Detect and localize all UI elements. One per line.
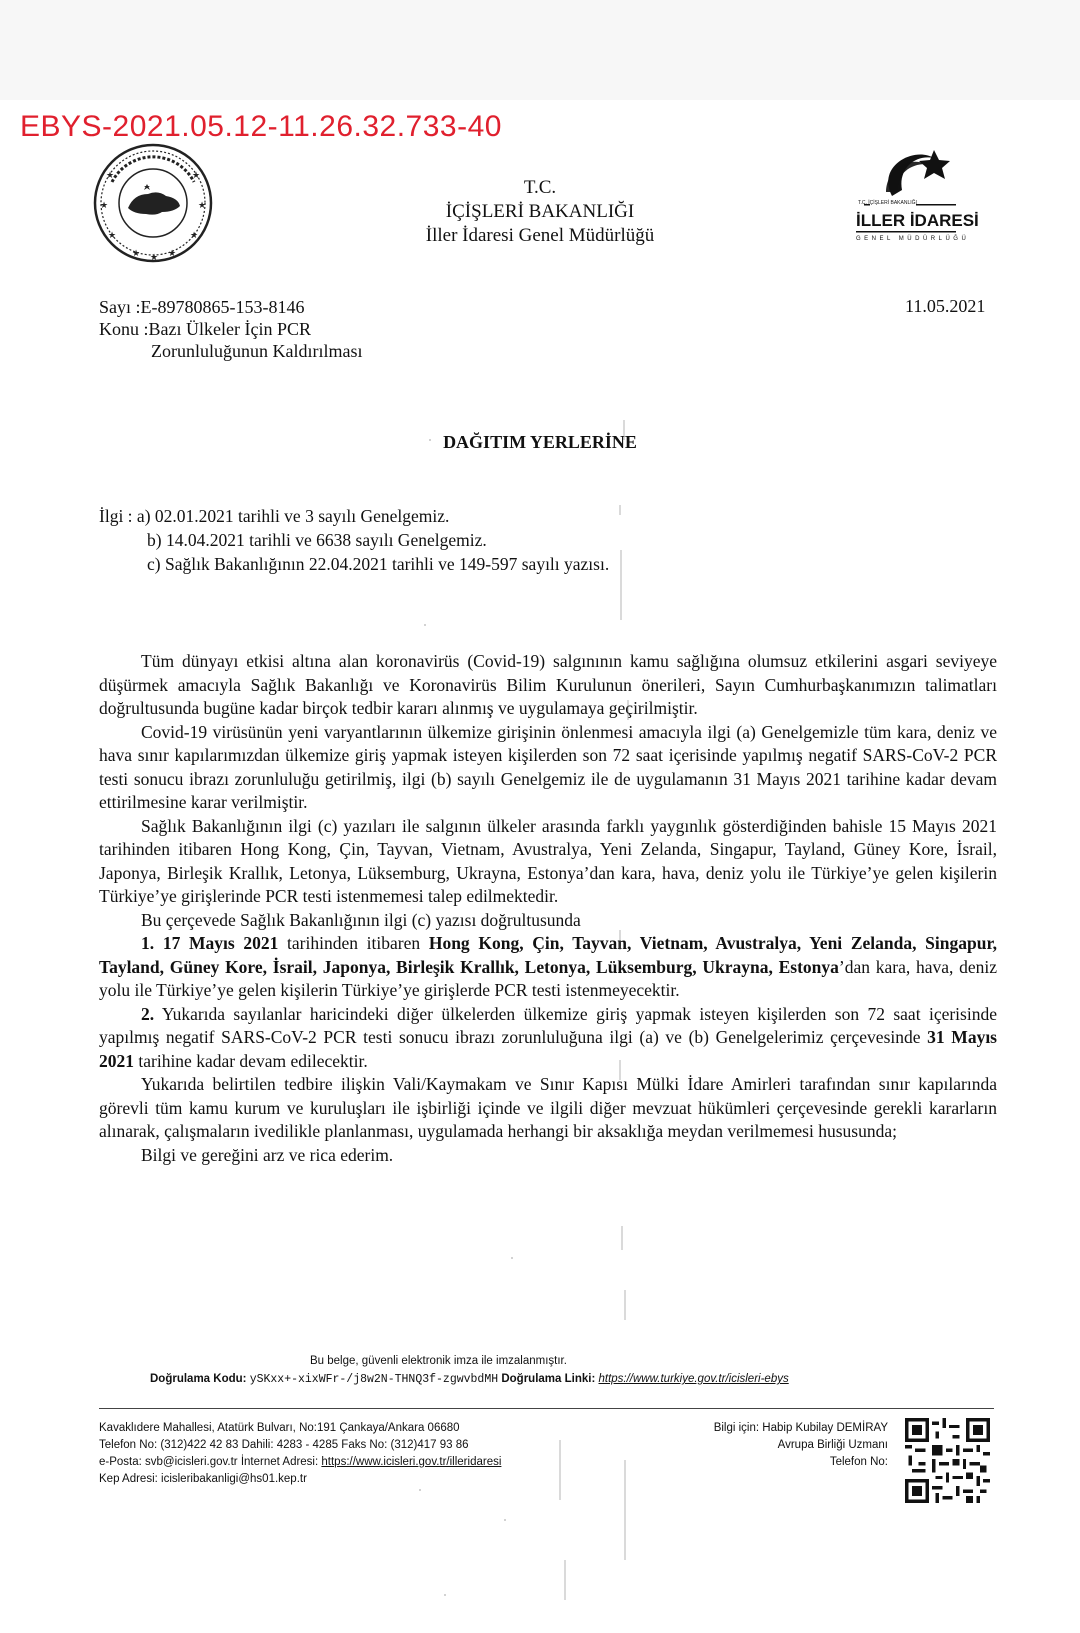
ilgi-a: a) 02.01.2021 tarihli ve 3 sayılı Genelgemiz. (136, 506, 450, 526)
footer-line-2: Telefon No: (312)422 42 83 Dahili: 4283 - 4285 Faks No: (312)417 93 86 (99, 1439, 469, 1451)
footer-line-4: Kep Adresi: icisleribakanligi@hs01.kep.tr (99, 1473, 307, 1485)
iller-idaresi-logo-icon (856, 146, 1002, 266)
footer-line-1: Kavaklıdere Mahallesi, Atatürk Bulvarı, No:191 Çankaya/Ankara 06680 (99, 1422, 460, 1434)
svg-text:★: ★ (198, 201, 207, 211)
sayi-value: :E-89780865-153-8146 (135, 297, 305, 317)
letterhead-line-3: İller İdaresi Genel Müdürlüğü (425, 225, 655, 246)
ebys-stamp-id: EBYS-2021.05.12-11.26.32.733-40 (20, 110, 502, 143)
letterhead-line-2: İÇİŞLERİ BAKANLIĞI (445, 201, 635, 222)
konu-label: Konu (99, 319, 139, 339)
item-2-date: 31 Mayıs 2021 (99, 1027, 997, 1071)
list-item-1 (99, 932, 997, 1003)
qr-code-icon (905, 1418, 990, 1503)
ministry-seal-icon (92, 142, 214, 264)
letterhead (380, 176, 700, 248)
item-1-date: 17 Mayıs 2021 (162, 933, 279, 953)
item-1-text-b: ’dan kara, hava, deniz yolu ile Türkiye’ye gelen kişilerin Türkiye’ye girişlerde PCR testi istenmeyecektir. (99, 956, 997, 1000)
footer-website-link[interactable]: https://www.icisleri.gov.tr/illeridaresi (321, 1456, 502, 1468)
letterhead-line-1: T.C. (523, 177, 557, 198)
paragraph-1: Tüm dünyayı etkisi altına alan koronavirüs (Covid-19) salgınının kamu sağlığına olumsuz etkilerini asgari seviyeye düşürmek amacıyla Sağlık Bakanlığı ve Koronavirüs Bilim Kurulunun önerileri, Sayın Cumhurbaşkanımızın talimatları doğrultusunda bugüne kadar birçok tedbir kararı alınmış ve uygulamaya geçirilmiştir. (99, 651, 997, 718)
svg-text:★: ★ (132, 249, 141, 259)
paragraph-4: Bu çerçevede Sağlık Bakanlığının ilgi (c) yazısı doğrultusunda (141, 909, 581, 930)
svg-text:★: ★ (168, 249, 177, 259)
references-block (99, 504, 609, 576)
document-meta (99, 296, 362, 362)
logo-sub-text: GENEL MÜDÜRLÜĞÜ (856, 236, 970, 242)
konu-value: :Bazı Ülkeler İçin PCR (143, 319, 311, 339)
svg-text:★: ★ (106, 171, 115, 181)
svg-text:★: ★ (108, 231, 117, 241)
e-signature-block (0, 1352, 1080, 1389)
verification-code-label: Doğrulama Kodu: (150, 1373, 247, 1385)
footer-email: e-Posta: svb@icisleri.gov.tr İnternet Adresi: (99, 1456, 322, 1468)
paragraph-5: Yukarıda belirtilen tedbire ilişkin Vali/Kaymakam ve Sınır Kapısı Mülki İdare Amirleri tarafından sınır kapılarında görevli tüm kamu kurum ve kuruluşları ile işbirliği içinde ve ilgili diğer mevzuat hükümleri çerçevesinde gerekli kararların alınarak, çalışmaların ivedilikle planlanması, uygulamada herhangi bir aksaklığa meydan verilmemesi hususunda; (99, 1074, 997, 1141)
item-1-countries: Hong Kong, Çin, Tayvan, Vietnam, Avustralya, Yeni Zelanda, Singapur, Tayland, Güney Kore, İsrail, Japonya, Birleşik Krallık, Letonya, Lüksemburg, Ukrayna, Estonya (99, 933, 997, 977)
list-item-2 (99, 1003, 997, 1074)
contact-title: Avrupa Birliği Uzmanı (777, 1439, 888, 1451)
svg-text:★: ★ (190, 231, 199, 241)
addressee: DAĞITIM YERLERİNE (443, 432, 637, 452)
footer-divider (99, 1408, 994, 1409)
letter-body (99, 650, 997, 1167)
paragraph-2: Covid-19 virüsünün yeni varyantlarının ülkemize girişinin önlenmesi amacıyla ilgi (a) Genelgemizle tüm kara, deniz ve hava sınır kapılarımızdan ülkemize giriş yapmak isteyen kişilerden son 72 saat içerisinde yapılmış negatif SARS-CoV-2 PCR testi sonucu ibrazı zorunluluğu getirilmiş, ilgi (b) sayılı Genelgemiz ile de uygulamanın 31 Mayıs 2021 tarihine kadar devam ettirilmesine karar verilmiştir. (99, 721, 997, 812)
contact-info-label: Bilgi için: (713, 1422, 760, 1434)
ilgi-label: İlgi : (99, 506, 133, 526)
ilgi-b: b) 14.04.2021 tarihli ve 6638 sayılı Genelgemiz. (147, 530, 487, 550)
item-2-number: 2. (141, 1003, 155, 1024)
contact-person (650, 1420, 888, 1471)
item-2-text-b: tarihine kadar devam edilecektir. (134, 1050, 368, 1071)
item-1-number: 1. (141, 933, 155, 953)
paragraph-6: Bilgi ve gereğini arz ve rica ederim. (141, 1144, 394, 1165)
viewer-top-bar (0, 0, 1080, 100)
verification-link[interactable]: https://www.turkiye.gov.tr/icisleri-ebys (598, 1373, 789, 1385)
konu-continuation: Zorunluluğunun Kaldırılması (151, 341, 363, 361)
svg-text:★: ★ (100, 201, 109, 211)
document-date: 11.05.2021 (905, 296, 986, 316)
contact-phone-label: Telefon No: (829, 1456, 888, 1468)
svg-text:★: ★ (192, 171, 201, 181)
verification-code: ySKxx+-xixWFr-/j8w2N-THNQ3f-zgwvbdMH (249, 1373, 499, 1386)
logo-brand-text: İLLER İDARESİ (856, 211, 979, 230)
paragraph-3: Sağlık Bakanlığının ilgi (c) yazıları ile salgının ülkeler arasında farklı yaygınlık gösterdiğinden bahisle 15 Mayıs 2021 tarihinden itibaren Hong Kong, Çin, Tayvan, Vietnam, Avustralya, Yeni Zelanda, Singapur, Tayland, Güney Kore, İsrail, Japonya, Birleşik Krallık, Letonya, Lüksemburg, Ukrayna, Estonya’dan kara, hava, deniz yolu ile Türkiye’ye gelen kişilerin Türkiye’ye girişlerinde PCR testi istenmemesi talep edilmektedir. (99, 815, 997, 906)
verification-link-label: Doğrulama Linki: (501, 1373, 596, 1385)
ilgi-c: c) Sağlık Bakanlığının 22.04.2021 tarihli ve 149-597 sayılı yazısı. (147, 554, 610, 574)
sayi-label: Sayı (99, 297, 132, 317)
logo-top-text: T.C. İÇİŞLERİ BAKANLIĞI (858, 200, 917, 206)
item-1-text-a: tarihinden itibaren (278, 933, 429, 953)
footer-address (99, 1420, 501, 1488)
item-2-text-a: Yukarıda sayılanlar haricindeki diğer ülkelerden ülkemize giriş yapmak isteyen kişilerden son 72 saat içerisinde yapılmış negatif SARS-CoV-2 PCR testi sonucu ibrazı zorunluluğuna ilgi (a) ve (b) Genelgelerimiz çerçevesinde (99, 1003, 997, 1047)
svg-text:★: ★ (150, 253, 159, 263)
e-signature-note: Bu belge, güvenli elektronik imza ile imzalanmıştır. (310, 1355, 567, 1367)
contact-name: Habip Kubilay DEMİRAY (762, 1422, 888, 1434)
